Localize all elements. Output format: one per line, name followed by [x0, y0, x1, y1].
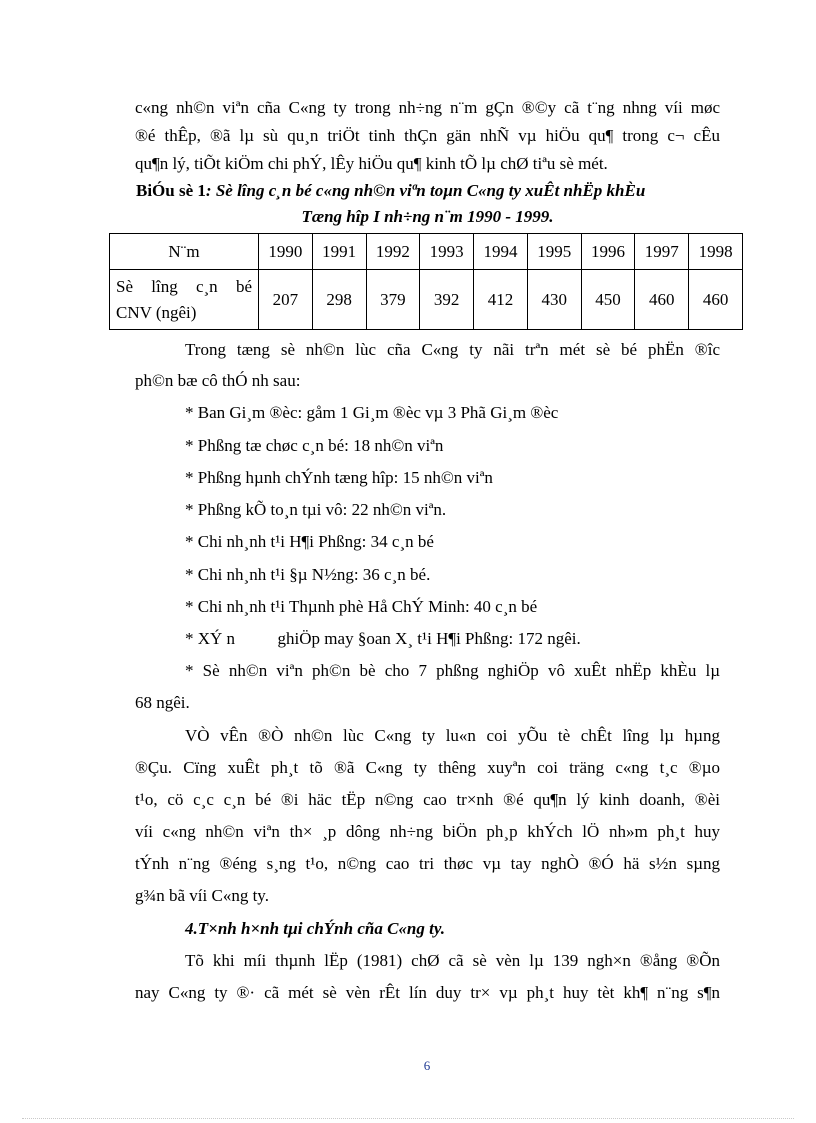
year-cell: 1990 [259, 234, 313, 270]
value-cell: 430 [527, 270, 581, 330]
value-cell: 460 [635, 270, 689, 330]
table-caption [136, 180, 645, 202]
year-cell: 1994 [474, 234, 528, 270]
value-cell: 207 [259, 270, 313, 330]
year-cell: 1992 [366, 234, 420, 270]
body-line: Tõ khi míi thµnh lËp (1981) chØ cã sè vèn lµ 139 ngh×n ®ång ®Õn [185, 951, 720, 970]
value-cell: 412 [474, 270, 528, 330]
caption-prefix: BiÓu sè 1 [136, 181, 206, 200]
year-cell: 1998 [689, 234, 743, 270]
year-cell: 1996 [581, 234, 635, 270]
body-line: víi c«ng nh©n viªn th× ¸p dông nh÷ng biÖn ph¸p khÝch lÖ nh»m ph¸t huy [135, 822, 720, 841]
list-item: * Chi nh¸nh t¹i Thµnh phè Hå ChÝ Minh: 40 c¸n bé [185, 597, 538, 616]
body-line: c«ng nh©n viªn cña C«ng ty trong nh÷ng n¨m gÇn ®©y cã t¨ng nhng víi møc [135, 98, 720, 117]
table-header-cell: N¨m [110, 234, 259, 270]
body-line: ph©n bæ cô thÓ nh sau: [135, 371, 301, 390]
list-item: * Chi nh¸nh t¹i §µ N½ng: 36 c¸n bé. [185, 565, 431, 584]
body-line: qu¶n lý, tiÕt kiÖm chi phÝ, lÊy hiÖu qu¶ kinh tÕ lµ chØ tiªu sè mét. [135, 154, 608, 173]
caption-title-line2 [135, 206, 720, 228]
list-item: * Phßng kÕ to¸n tµi vô: 22 nh©n viªn. [185, 500, 447, 519]
value-cell: 392 [420, 270, 474, 330]
list-item: * Phßng tæ chøc c¸n bé: 18 nh©n viªn [185, 436, 444, 455]
year-cell: 1997 [635, 234, 689, 270]
body-line: 68 ngêi. [135, 693, 190, 712]
value-cell: 298 [312, 270, 366, 330]
body-line: g¾n bã víi C«ng ty. [135, 886, 269, 905]
year-cell: 1995 [527, 234, 581, 270]
table-row-label [110, 270, 259, 330]
body-line: t¹o, cö c¸c c¸n bé ®i häc tËp n©ng cao tr×nh ®é qu¶n lý kinh doanh, ®èi [135, 790, 720, 809]
value-cell: 450 [581, 270, 635, 330]
list-item: * Sè nh©n viªn ph©n bè cho 7 phßng nghiÖp vô xuÊt nhËp khÈu lµ [185, 661, 720, 680]
caption-title-text: Tæng hîp I nh÷ng n¨m 1990 - 1999. [301, 207, 554, 226]
year-cell: 1991 [312, 234, 366, 270]
table-row [110, 234, 743, 270]
body-line: nay C«ng ty ®· cã mét sè vèn rÊt lín duy tr× vµ ph¸t huy tèt kh¶ n¨ng s¶n [135, 983, 720, 1002]
body-line: tÝnh n¨ng ®éng s¸ng t¹o, n©ng cao tri thøc vµ tay nghÒ ®Ó hä s½n sµng [135, 854, 720, 873]
list-item: * Phßng hµnh chÝnh tæng hîp: 15 nh©n viªn [185, 468, 493, 487]
year-cell: 1993 [420, 234, 474, 270]
body-line: ®é thÊp, ®ã lµ sù qu¸n triÖt tinh thÇn gän nhÑ vµ hiÖu qu¶ trong c¬ cÊu [135, 126, 720, 145]
caption-title-line1: : Sè lîng c¸n bé c«ng nh©n viªn toµn C«ng ty xuÊt nhËp khÈu [205, 181, 646, 200]
section-heading: 4.T×nh h×nh tµi chÝnh cña C«ng ty. [185, 919, 445, 938]
body-line: Trong tæng sè nh©n lùc cña C«ng ty nãi trªn mét sè bé phËn ®îc [185, 340, 720, 359]
body-line: VÒ vÊn ®Ò nh©n lùc C«ng ty lu«n coi yÕu tè chÊt lîng lµ hµng [185, 726, 720, 745]
table-row [110, 270, 743, 330]
page-number: 6 [423, 1058, 431, 1073]
list-item: * Ban Gi¸m ®èc: gåm 1 Gi¸m ®èc vµ 3 Phã Gi¸m ®èc [185, 403, 559, 422]
value-cell: 379 [366, 270, 420, 330]
value-cell: 460 [689, 270, 743, 330]
list-item: * Chi nh¸nh t¹i H¶i Phßng: 34 c¸n bé [185, 532, 434, 551]
row-label-line2: CNV (ngêi) [116, 302, 197, 322]
list-item: * XÝ n ghiÖp may §oan X¸ t¹i H¶i Phßng: 172 ngêi. [185, 629, 581, 648]
staff-count-table [109, 233, 743, 330]
footer-divider [22, 1118, 794, 1119]
row-label-line1: Sè lîng c¸n bé [116, 276, 252, 296]
body-line: ®Çu. Cïng xuÊt ph¸t tõ ®ã C«ng ty thêng xuyªn coi träng c«ng t¸c ®µo [135, 758, 720, 777]
